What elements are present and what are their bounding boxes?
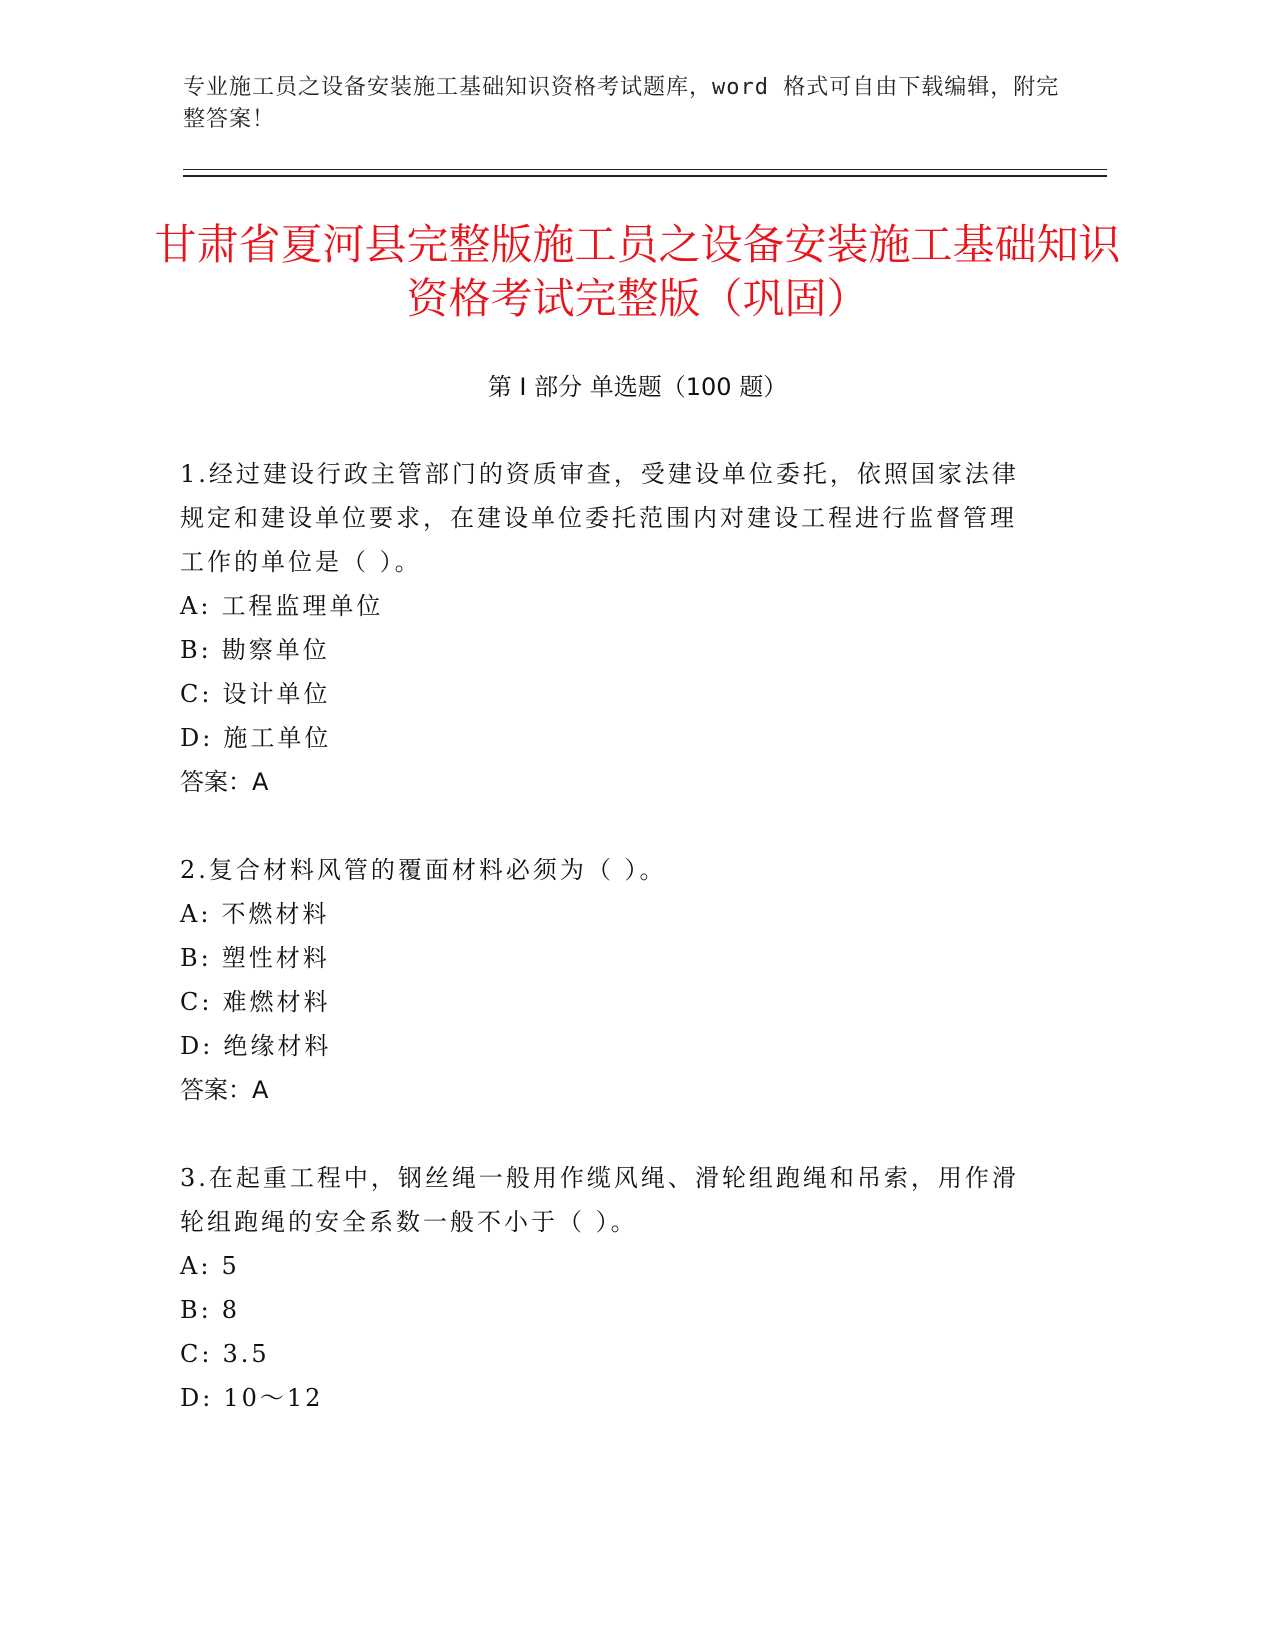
answer-line: 答案：A (180, 768, 269, 796)
option-key: D (180, 1032, 203, 1060)
option-text: 勘察单位 (221, 636, 330, 664)
option-key: C (180, 988, 202, 1016)
option-key: D (180, 1384, 203, 1412)
option-separator: : (200, 944, 212, 972)
option-b (180, 628, 1040, 672)
option-a (180, 892, 1040, 936)
option-key: C (180, 1340, 202, 1368)
option-text: 施工单位 (223, 724, 332, 752)
option-separator: : (202, 1384, 214, 1412)
question-3 (180, 1156, 1040, 1420)
answer-line: 答案：A (180, 1076, 269, 1104)
section-title: 第 I 部分 单选题（100 题） (487, 373, 788, 401)
option-separator: : (202, 1032, 214, 1060)
header-note: 专业施工员之设备安装施工基础知识资格考试题库，word 格式可自由下载编辑，附完整答案！ (183, 75, 1060, 132)
option-text: 5 (221, 1252, 240, 1280)
option-separator: : (200, 900, 212, 928)
option-c (180, 1332, 1040, 1376)
document-title: 甘肃省夏河县完整版施工员之设备安装施工基础知识资格考试完整版（巩固） (154, 220, 1121, 323)
option-separator: : (200, 636, 212, 664)
option-key: C (180, 680, 202, 708)
option-separator: : (202, 724, 214, 752)
header-divider-thick (183, 175, 1107, 177)
option-text: 设计单位 (222, 680, 331, 708)
option-key: A (180, 592, 201, 620)
question-stem: 3.在起重工程中，钢丝绳一般用作缆风绳、滑轮组跑绳和吊索，用作滑轮组跑绳的安全系数一般不小于（ ）。 (180, 1164, 1019, 1236)
option-separator: : (201, 680, 213, 708)
option-a (180, 1244, 1040, 1288)
option-key: B (180, 636, 201, 664)
option-text: 8 (221, 1296, 241, 1324)
header-divider-thin (183, 169, 1107, 170)
question-stem: 2.复合材料风管的覆面材料必须为（ ）。 (180, 856, 667, 884)
option-d (180, 1376, 1040, 1420)
option-key: B (180, 944, 201, 972)
option-text: 3.5 (222, 1340, 270, 1368)
option-text: 塑性材料 (221, 944, 330, 972)
option-a (180, 584, 1040, 628)
option-separator: : (200, 592, 212, 620)
option-key: A (180, 900, 201, 928)
option-key: B (180, 1296, 201, 1324)
question-2 (180, 848, 1040, 1112)
option-b (180, 936, 1040, 980)
option-key: D (180, 724, 203, 752)
option-d (180, 1024, 1040, 1068)
option-key: A (180, 1252, 201, 1280)
option-c (180, 980, 1040, 1024)
option-separator: : (200, 1296, 212, 1324)
option-text: 10～12 (223, 1384, 324, 1412)
option-separator: : (201, 988, 213, 1016)
option-separator: : (200, 1252, 212, 1280)
option-text: 绝缘材料 (223, 1032, 332, 1060)
question-list (180, 452, 1040, 1464)
option-text: 不燃材料 (221, 900, 330, 928)
question-1 (180, 452, 1040, 804)
question-stem: 1.经过建设行政主管部门的资质审查，受建设单位委托，依照国家法律规定和建设单位要求，在建设单位委托范围内对建设工程进行监督管理工作的单位是（ ）。 (180, 460, 1019, 576)
option-c (180, 672, 1040, 716)
option-text: 难燃材料 (222, 988, 331, 1016)
option-b (180, 1288, 1040, 1332)
option-d (180, 716, 1040, 760)
option-text: 工程监理单位 (221, 592, 384, 620)
option-separator: : (201, 1340, 213, 1368)
